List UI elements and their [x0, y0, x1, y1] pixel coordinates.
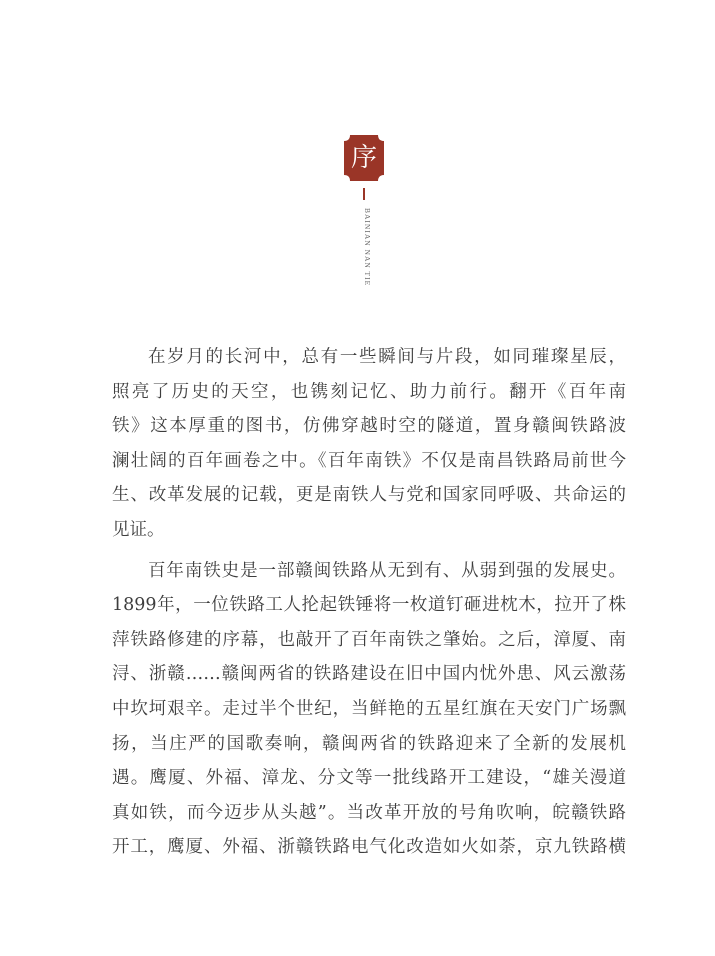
text-line: 百年南铁史是一部赣闽铁路从无到有、从弱到强的发展史。 — [148, 560, 626, 581]
text-line: 开工，鹰厦、外福、浙赣铁路电气化改造如火如荼，京九铁路横 — [112, 837, 626, 858]
text-line: 澜壮阔的百年画卷之中。《百年南铁》不仅是南昌铁路局前世今 — [112, 450, 626, 471]
seal-character: 序 — [350, 143, 377, 173]
paragraph-2 — [112, 554, 626, 865]
text-line: 在岁月的长河中，总有一些瞬间与片段，如同璀璨星辰， — [148, 347, 626, 367]
text-line: 遇。鹰厦、外福、漳龙、分文等一批线路开工建设，“雄关漫道 — [112, 768, 626, 789]
text-line: 浔、浙赣……赣闽两省的铁路建设在旧中国内忧外患、风云激荡 — [112, 664, 626, 685]
text-line: 真如铁，而今迈步从头越”。当改革开放的号角吹响，皖赣铁路 — [112, 802, 626, 823]
text-line: 中坎坷艰辛。走过半个世纪，当鲜艳的五星红旗在天安门广场飘 — [112, 698, 626, 719]
text-line: 铁》这本厚重的图书，仿佛穿越时空的隧道，置身赣闽铁路波 — [112, 416, 626, 437]
paragraph-1 — [112, 340, 626, 548]
seal-badge — [344, 135, 384, 181]
text-line: 见证。 — [112, 519, 165, 540]
text-line: 萍铁路修建的序幕，也敲开了百年南铁之肇始。之后，漳厦、南 — [112, 629, 626, 650]
body-text — [112, 340, 626, 865]
divider-line — [363, 188, 365, 200]
vertical-subtitle: BAINIAN NAN TIE — [363, 208, 372, 287]
text-line: 扬，当庄严的国歌奏响，赣闽两省的铁路迎来了全新的发展机 — [112, 733, 626, 754]
text-line: 生、改革发展的记载，更是南铁人与党和国家同呼吸、共命运的 — [112, 485, 626, 506]
text-line: 照亮了历史的天空，也镌刻记忆、助力前行。翻开《百年南 — [112, 381, 626, 402]
text-line: 1899年，一位铁路工人抡起铁锤将一枚道钉砸进枕木，拉开了株 — [112, 595, 626, 616]
